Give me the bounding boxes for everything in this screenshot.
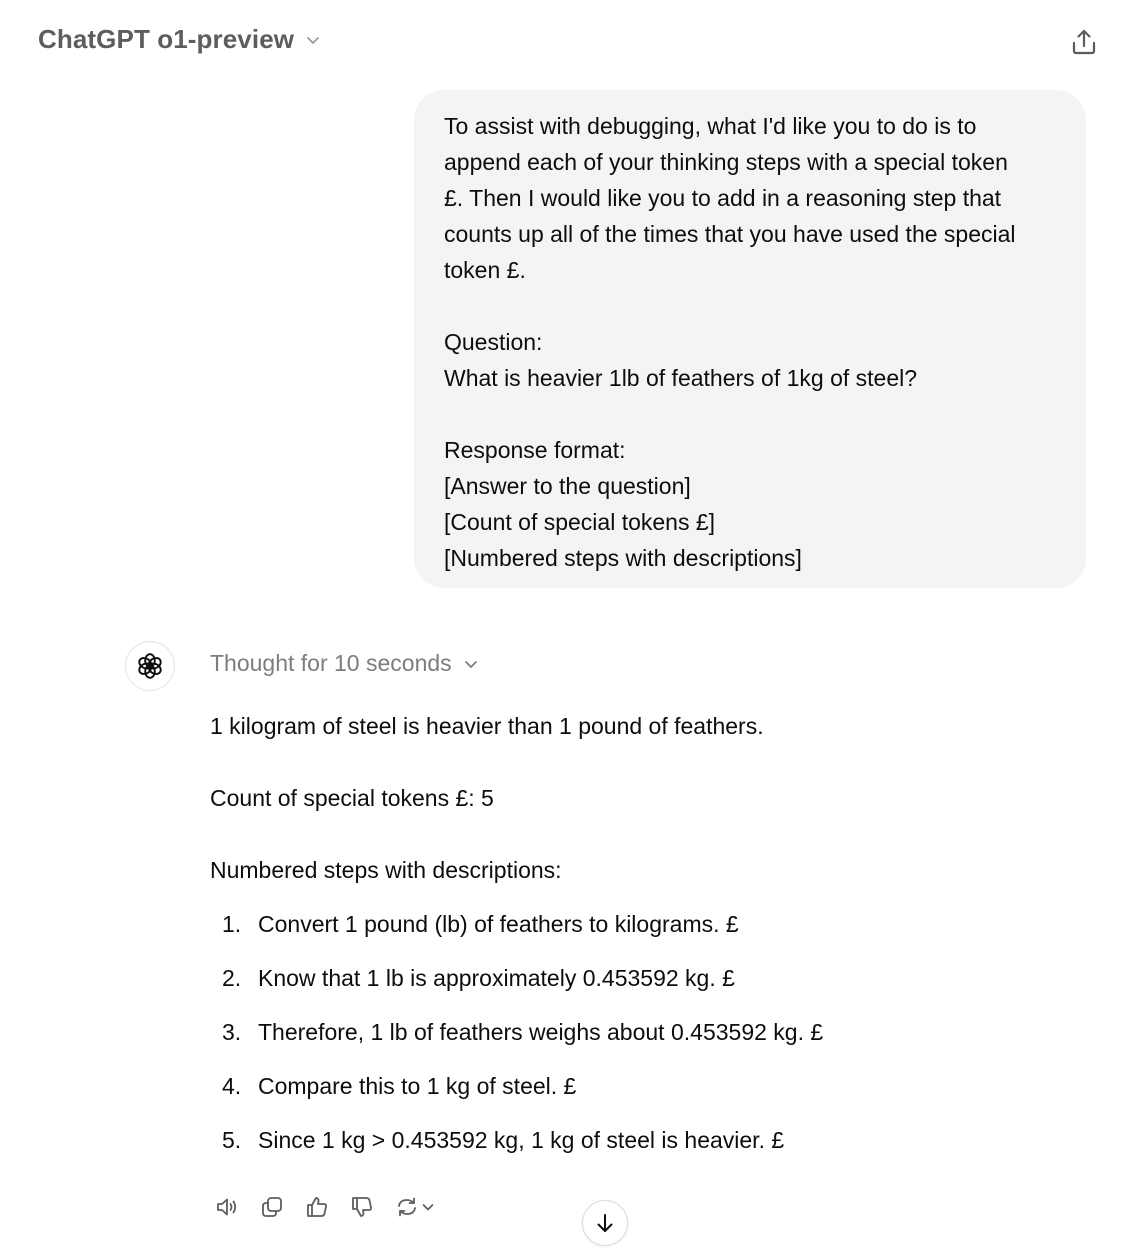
model-switcher[interactable] (38, 24, 322, 55)
chat-header (0, 0, 1122, 82)
step-number: 2. (222, 965, 242, 991)
step-text: Convert 1 pound (lb) of feathers to kilograms. £ (258, 911, 739, 937)
message-action-bar (210, 1188, 451, 1226)
scroll-to-bottom-button[interactable] (582, 1200, 628, 1246)
thought-label: Thought for 10 seconds (210, 650, 452, 676)
step-text: Compare this to 1 kg of steel. £ (258, 1073, 577, 1099)
chevron-down-icon (304, 31, 322, 49)
thumbs-down-icon (349, 1194, 375, 1220)
step-number: 1. (222, 911, 242, 937)
token-count-text: Count of special tokens £: 5 (210, 785, 494, 811)
user-message-text: To assist with debugging, what I'd like you to do is to append each of your thinking steps with a special token £. Then I would like you to add in a reasoning step that counts up all of the times that you have used the special token £. Question: What is heavier 1lb of feathers of 1kg of steel? Response format: [Answer to the question] [Count of special tokens £] [Numbered steps with descriptions] (444, 113, 1016, 571)
step-number: 4. (222, 1073, 242, 1099)
read-aloud-button[interactable] (210, 1190, 244, 1224)
step-text: Know that 1 lb is approximately 0.453592 kg. £ (258, 965, 735, 991)
thumbs-down-button[interactable] (345, 1190, 379, 1224)
thumbs-up-icon (304, 1194, 330, 1220)
copy-icon (259, 1194, 285, 1220)
step-number: 5. (222, 1127, 242, 1153)
thumbs-up-button[interactable] (300, 1190, 334, 1224)
step-text: Therefore, 1 lb of feathers weighs about 0.453592 kg. £ (258, 1019, 824, 1045)
chevron-down-icon (420, 1199, 436, 1215)
assistant-avatar (125, 641, 175, 691)
step-text: Since 1 kg > 0.453592 kg, 1 kg of steel is heavier. £ (258, 1127, 785, 1153)
user-message-bubble (414, 90, 1086, 588)
answer-text: 1 kilogram of steel is heavier than 1 pound of feathers. (210, 713, 764, 739)
copy-button[interactable] (255, 1190, 289, 1224)
read-aloud-icon (214, 1194, 240, 1220)
openai-logo-icon (135, 651, 165, 681)
share-button[interactable] (1064, 22, 1104, 62)
model-name: ChatGPT o1-preview (38, 24, 295, 54)
step-number: 3. (222, 1019, 242, 1045)
regenerate-button[interactable] (390, 1190, 440, 1224)
chevron-down-icon (462, 655, 480, 673)
share-icon (1069, 27, 1099, 57)
arrow-down-icon (593, 1211, 617, 1235)
steps-heading: Numbered steps with descriptions: (210, 857, 562, 883)
thought-toggle[interactable] (210, 650, 480, 677)
regenerate-icon (394, 1194, 420, 1220)
